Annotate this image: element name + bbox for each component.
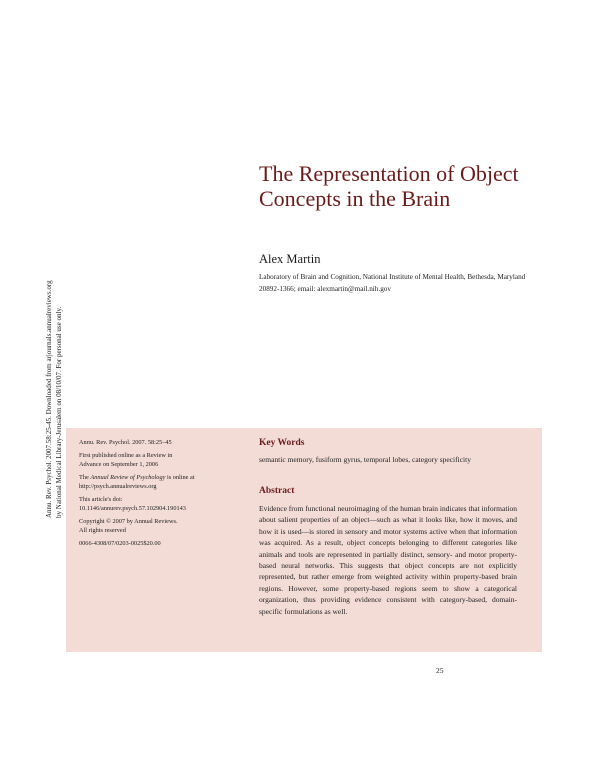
online-prefix: The <box>79 474 91 481</box>
author-name: Alex Martin <box>259 252 321 266</box>
journal-name: Annual Review of Psychology <box>90 474 166 481</box>
download-notice-line: by National Medical Library-Jerusalem on 08/10/07. For personal use only. <box>55 306 63 518</box>
author-affiliation: Laboratory of Brain and Cognition, National Institute of Mental Health, Bethesda, Maryland 20892-1366; email: alexmartin@mail.nih.gov <box>259 273 526 293</box>
first-published-line: Advance on September 1, 2006 <box>79 461 159 468</box>
abstract-text: Evidence from functional neuroimaging of the human brain indicates that information about salient properties of an object—such as what it looks like, how it moves, and how it is used—is stored in sensory and motor systems active when that information was acquired. As a result, object concepts belonging to different categories like animals and tools are represented in partially distinct, sensory- and motor property-based neural networks. This suggests that object concepts are not explicitly represented, but rather emerge from weighted activity within property-based brain regions. However, some property-based regions seem to show a categorical organization, thus providing evidence consistent with category-based, domain-specific formulations as well. <box>259 504 517 616</box>
doi-block <box>79 495 239 513</box>
issn: 0066-4308/07/0203-0025$20.00 <box>79 540 161 547</box>
keywords-heading: Key Words <box>259 438 305 448</box>
first-published-line: First published online as a Review in <box>79 452 173 459</box>
online-suffix: is online at <box>165 474 195 481</box>
citation: Annu. Rev. Psychol. 2007. 58:25–45 <box>79 439 172 446</box>
rights: All rights reserved <box>79 527 126 534</box>
download-notice-line: Annu. Rev. Psychol. 2007.58:25-45. Downloaded from arjournals.annualreviews.org <box>45 280 53 518</box>
doi-label: This article's doi: <box>79 496 123 503</box>
publication-info <box>79 438 239 552</box>
copyright: Copyright © 2007 by Annual Reviews. <box>79 518 178 525</box>
doi-value: 10.1146/annurev.psych.57.102904.190143 <box>79 505 186 512</box>
page-number: 25 <box>436 666 444 675</box>
first-published <box>79 451 239 469</box>
abstract-heading: Abstract <box>259 486 295 496</box>
keywords-text: semantic memory, fusiform gyrus, temporal lobes, category specificity <box>259 455 471 464</box>
online-notice <box>79 473 239 491</box>
copyright-block <box>79 517 239 535</box>
journal-url[interactable]: http://psych.annualreviews.org <box>79 483 157 490</box>
article-title: The Representation of Object Concepts in the Brain <box>259 161 519 211</box>
